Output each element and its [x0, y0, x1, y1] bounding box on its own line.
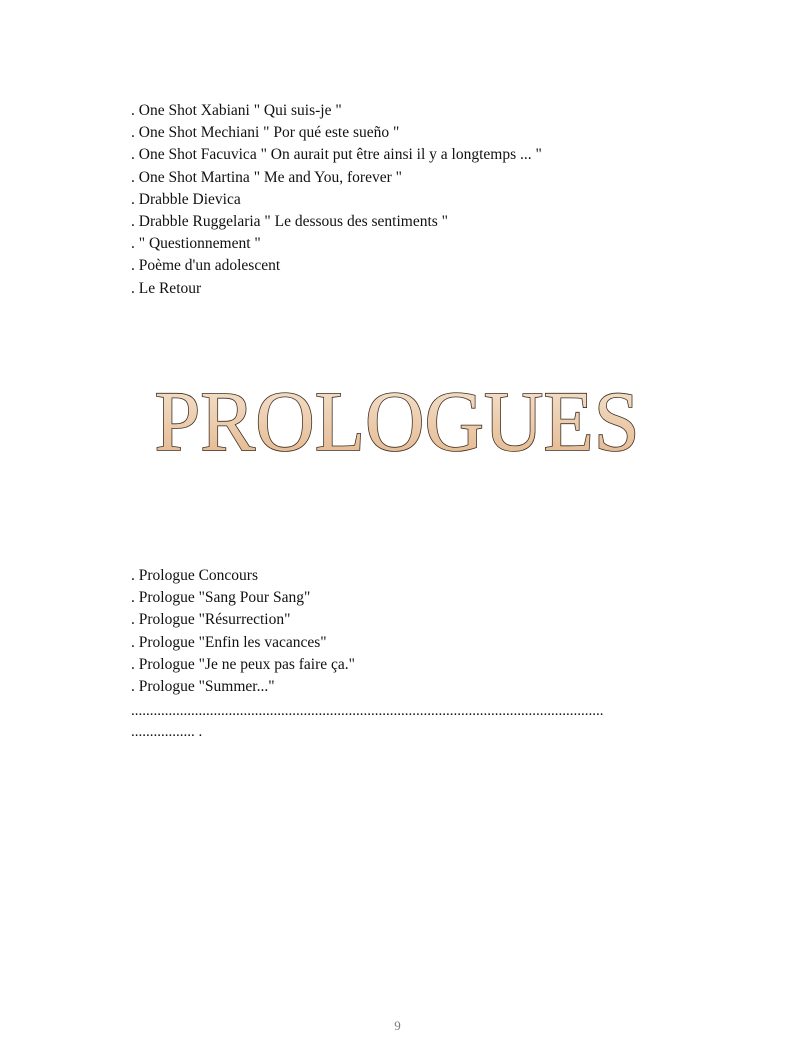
list-item: . Prologue "Résurrection"	[131, 611, 291, 629]
list-item: . Drabble Ruggelaria " Le dessous des sentiments "	[131, 213, 448, 231]
page-number: 9	[394, 1018, 401, 1033]
list-item: . Prologue "Sang Pour Sang"	[131, 589, 311, 607]
dotted-line-end: ................. .	[131, 724, 203, 740]
list-item: . Le Retour	[131, 279, 202, 297]
list-item: . One Shot Mechiani " Por qué este sueño "	[131, 124, 400, 142]
list-item: . One Shot Facuvica " On aurait put être ainsi il y a longtemps ... "	[131, 146, 542, 164]
list-item: . One Shot Xabiani " Qui suis-je "	[131, 102, 342, 119]
list-item: . " Questionnement "	[131, 235, 261, 253]
list-item: . Prologue "Summer..."	[131, 678, 275, 696]
list-item: . One Shot Martina " Me and You, forever "	[131, 168, 402, 186]
list-item: . Prologue "Enfin les vacances"	[131, 633, 327, 651]
prologues-heading-art	[0, 370, 795, 480]
list-item: . Drabble Dievica	[131, 190, 241, 208]
one-shot-list	[131, 100, 542, 300]
prologues-heading-text: PROLOGUES	[154, 373, 640, 469]
dotted-line: ..............................................................................................................................	[131, 703, 604, 719]
prologues-heading	[0, 370, 795, 480]
list-item: . Poème d'un adolescent	[131, 257, 281, 275]
prologue-list	[131, 565, 355, 698]
list-item: . Prologue "Je ne peux pas faire ça."	[131, 655, 355, 673]
list-item: . Prologue Concours	[131, 567, 259, 584]
